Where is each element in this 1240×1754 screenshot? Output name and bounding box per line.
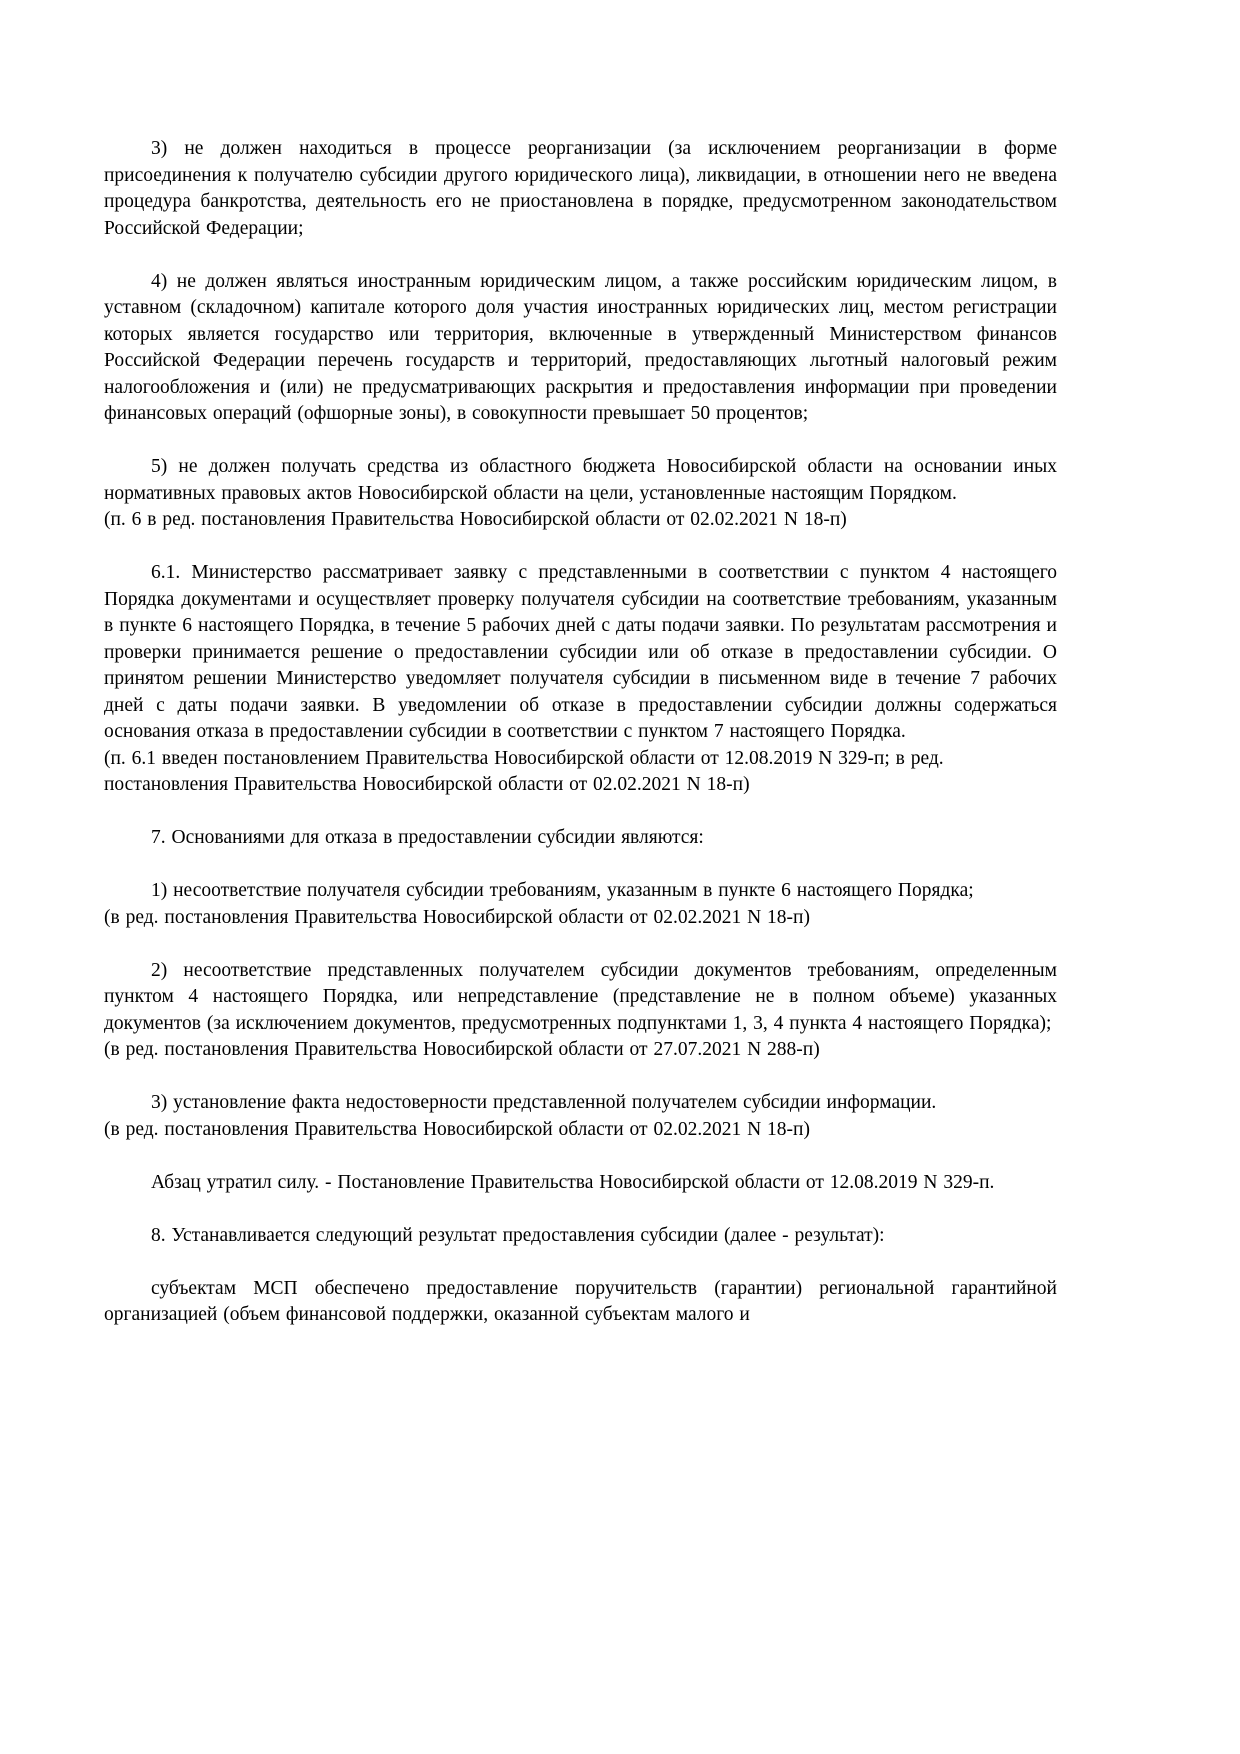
paragraph: 3) не должен находиться в процессе реорганизации (за исключением реорганизации в форме присоединения к получателю субсидии другого юридического лица), ликвидации, в отношении него не введена процедура банкротства, деятельность его не приостановлена в порядке, предусмотренном законодательством Российской Федерации; <box>104 138 1057 239</box>
paragraph: субъектам МСП обеспечено предоставление поручительств (гарантии) региональной гарантийной организацией (объем финансовой поддержки, оказанной субъектам малого и <box>104 1277 1057 1325</box>
paragraph: 7. Основаниями для отказа в предоставлении субсидии являются: <box>151 827 704 848</box>
paragraph: Абзац утратил силу. - Постановление Правительства Новосибирской области от 12.08.2019 N 329-п. <box>151 1171 995 1193</box>
paragraph: 6.1. Министерство рассматривает заявку с представленными в соответствии с пунктом 4 настоящего Порядка документами и осуществляет проверку получателя субсидии на соответствие требованиям, указанным в пункте 6 настоящего Порядка, в течение 5 рабочих дней с даты подачи заявки. По результатам рассмотрения и проверки принимается решение о предоставлении субсидии или об отказе в предоставлении субсидии. О принятом решении Министерство уведомляет получателя субсидии в письменном виде в течение 7 рабочих дней с даты подачи заявки. В уведомлении об отказе в предоставлении субсидии должны содержаться основания отказа в предоставлении субсидии в соответствии с пунктом 7 настоящего Порядка. <box>104 562 1057 742</box>
paragraph: 4) не должен являться иностранным юридическим лицом, а также российским юридическим лицом, в уставном (складочном) капитале которого доля участия иностранных юридических лиц, местом регистрации которых является государство или территория, включенные в утвержденный Министерством финансов Российской Федерации перечень государств и территорий, предоставляющих льготный налоговый режим налогообложения и (или) не предусматривающих раскрытия и предоставления информации при проведении финансовых операций (офшорные зоны), в совокупности превышает 50 процентов; <box>104 270 1057 424</box>
amendment-note: (в ред. постановления Правительства Новосибирской области от 02.02.2021 N 18-п) <box>104 1118 810 1140</box>
amendment-note: (в ред. постановления Правительства Новосибирской области от 02.02.2021 N 18-п) <box>104 906 810 928</box>
paragraph: 3) установление факта недостоверности представленной получателем субсидии информации. <box>151 1092 937 1113</box>
paragraph: 8. Устанавливается следующий результат предоставления субсидии (далее - результат): <box>151 1224 885 1246</box>
paragraph: 2) несоответствие представленных получателем субсидии документов требованиям, определенным пунктом 4 настоящего Порядка, или непредставление (представление не в полном объеме) указанных документов (за исключением документов, предусмотренных подпунктами 1, 3, 4 пункта 4 настоящего Порядка); <box>104 959 1057 1034</box>
amendment-note: (в ред. постановления Правительства Новосибирской области от 27.07.2021 N 288-п) <box>104 1039 820 1060</box>
paragraph: 5) не должен получать средства из областного бюджета Новосибирской области на основании иных нормативных правовых актов Новосибирской области на цели, установленные настоящим Порядком. <box>104 456 1057 504</box>
document-body <box>104 136 1057 1329</box>
amendment-note: (п. 6.1 введен постановлением Правительства Новосибирской области от 12.08.2019 N 329-п; в ред. постановления Правительства Новосибирской области от 02.02.2021 N 18-п) <box>104 747 944 795</box>
amendment-note: (п. 6 в ред. постановления Правительства Новосибирской области от 02.02.2021 N 18-п) <box>104 509 847 530</box>
paragraph: 1) несоответствие получателя субсидии требованиям, указанным в пункте 6 настоящего Порядка; <box>151 880 974 901</box>
